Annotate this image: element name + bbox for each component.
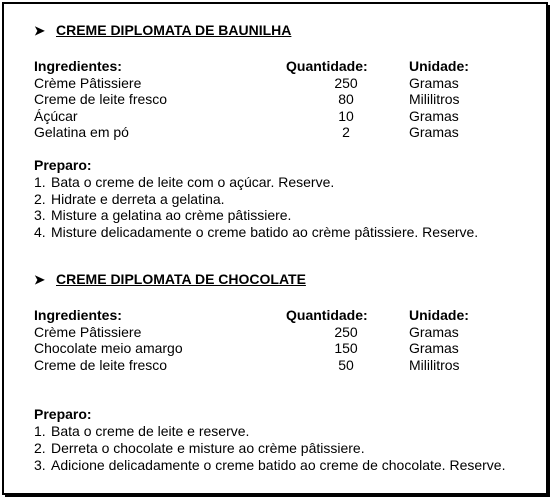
preparation-heading: Preparo:: [34, 406, 92, 423]
step-text: Bata o creme de leite com o açúcar. Reserve.: [51, 173, 335, 190]
ingredient-name: Crème Pâtissiere: [34, 323, 142, 340]
recipe-section-baunilha: [4, 22, 546, 240]
recipe-title-text: CREME DIPLOMATA DE CHOCOLATE: [56, 271, 306, 287]
step-number: 1.: [34, 173, 46, 190]
ingredients-header-row: [4, 307, 546, 324]
preparation-steps: [4, 174, 546, 240]
step-text: Misture delicadamente o creme batido ao crème pâtissiere. Reserve.: [51, 223, 479, 240]
ingredient-row: [4, 91, 546, 108]
ingredient-name: Crème Pâtissiere: [34, 74, 142, 91]
ingredient-name: Creme de leite fresco: [34, 356, 168, 373]
step-item: [4, 440, 546, 457]
step-number: 3.: [34, 456, 46, 473]
document-frame: [2, 2, 548, 495]
ingredient-unit: Mililitros: [409, 356, 460, 373]
ingredient-name: Áçúcar: [34, 107, 78, 124]
ingredient-row: [4, 340, 546, 357]
ingredient-row: [4, 108, 546, 125]
ingredient-quantity: 2: [342, 124, 350, 141]
preparation-steps: [4, 423, 546, 473]
ingredient-unit: Gramas: [409, 323, 459, 340]
step-number: 1.: [34, 423, 46, 440]
step-item: [4, 174, 546, 191]
ingredient-quantity: 150: [334, 340, 358, 357]
ingredient-name: Chocolate meio amargo: [34, 340, 183, 357]
preparation-heading: Preparo:: [34, 156, 92, 173]
preparation-section: [4, 406, 546, 473]
step-item: [4, 191, 546, 208]
header-ingredient: Ingredientes:: [34, 58, 122, 74]
ingredient-quantity: 50: [338, 356, 354, 373]
step-number: 2.: [34, 190, 46, 207]
step-text: Hidrate e derreta a gelatina.: [51, 190, 225, 207]
ingredient-quantity: 10: [338, 107, 354, 124]
ingredient-row: [4, 124, 546, 141]
preparation-section: [4, 157, 546, 240]
ingredient-quantity: 250: [334, 74, 358, 91]
step-text: Derreta o chocolate e misture ao crème pâtissiere.: [51, 439, 365, 456]
ingredient-unit: Gramas: [409, 74, 459, 91]
ingredients-table: [4, 58, 546, 141]
recipe-title-text: CREME DIPLOMATA DE BAUNILHA: [56, 22, 292, 38]
ingredients-header-row: [4, 58, 546, 75]
header-unit: Unidade:: [409, 307, 469, 323]
ingredient-quantity: 250: [334, 323, 358, 340]
step-item: [4, 207, 546, 224]
ingredient-unit: Gramas: [409, 107, 459, 124]
ingredient-name: Creme de leite fresco: [34, 91, 168, 108]
step-item: [4, 224, 546, 241]
header-quantity: Quantidade:: [286, 58, 368, 74]
ingredient-row: [4, 324, 546, 341]
ingredients-table: [4, 307, 546, 373]
ingredient-unit: Gramas: [409, 340, 459, 357]
step-number: 3.: [34, 207, 46, 224]
step-number: 2.: [34, 439, 46, 456]
ingredient-quantity: 80: [338, 91, 354, 108]
ingredient-row: [4, 75, 546, 92]
header-ingredient: Ingredientes:: [34, 307, 122, 323]
recipe-section-chocolate: [4, 271, 546, 473]
ingredient-unit: Gramas: [409, 124, 459, 141]
step-text: Bata o creme de leite e reserve.: [51, 423, 250, 440]
recipe-title: [4, 271, 546, 291]
step-item: [4, 423, 546, 440]
header-quantity: Quantidade:: [286, 307, 368, 323]
recipe-title: [4, 22, 546, 42]
step-text: Misture a gelatina ao crème pâtissiere.: [51, 207, 292, 224]
header-unit: Unidade:: [409, 58, 469, 74]
step-text: Adicione delicadamente o creme batido ao creme de chocolate. Reserve.: [51, 456, 506, 473]
ingredient-unit: Mililitros: [409, 91, 460, 108]
arrowhead-bullet-icon: ➤: [34, 23, 45, 38]
step-number: 4.: [34, 223, 46, 240]
arrowhead-bullet-icon: ➤: [34, 272, 45, 287]
step-item: [4, 457, 546, 474]
ingredient-name: Gelatina em pó: [34, 124, 129, 141]
ingredient-row: [4, 357, 546, 374]
